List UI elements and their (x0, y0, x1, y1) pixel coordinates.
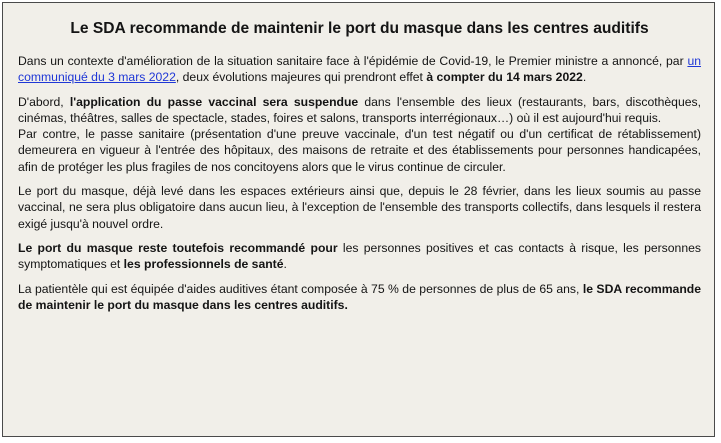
article-box (2, 2, 715, 437)
bold-passe-vaccinal: l'application du passe vaccinal sera suspendue (69, 94, 359, 109)
paragraph-patientele (18, 281, 701, 314)
bold-date: à compter du 14 mars 2022 (426, 70, 583, 85)
paragraph-passe-sanitaire: Par contre, le passe sanitaire (présentation d'une preuve vaccinale, d'un test négatif ou d'un certificat de rétablissement) demeurera en vigueur à l'entrée des hôpitaux, des maisons de retraite et des établissements pour personnes handicapées, afin de protéger les plus fragiles de nos concitoyens alors que le virus continue de circuler. (18, 127, 701, 174)
communique-link[interactable]: un communiqué du 3 mars 2022 (18, 54, 701, 85)
bold-conclusion: le SDA recommande de maintenir le port du masque dans les centres auditifs. (18, 281, 702, 312)
text-segment: dans l'ensemble des lieux (restaurants, bars, discothèques, cinémas, théâtres, salles de spectacle, stades, foires et salons, transports interrégionaux…) où il est aujourd'hui requis. (18, 94, 701, 125)
paragraph-passe-vaccinal (18, 94, 701, 127)
paragraph-announcement (18, 53, 701, 86)
text-segment: . (283, 257, 287, 272)
text-segment: La patientèle qui est équipée d'aides auditives étant composée à 75 % de personnes de plus de 65 ans, (18, 281, 583, 296)
article-title: Le SDA recommande de maintenir le port du masque dans les centres auditifs (70, 20, 649, 37)
text-segment: les personnes positives et cas contacts à risque, les personnes symptomatiques et (18, 240, 701, 272)
bold-recommandation: Le port du masque reste toutefois recommandé pour (18, 240, 338, 255)
bold-professionnels: les professionnels de santé (123, 257, 284, 272)
text-segment: . (582, 70, 587, 85)
paragraph-port-du-masque: Le port du masque, déjà levé dans les espaces extérieurs ainsi que, depuis le 28 février, dans les lieux soumis au passe vaccinal, ne sera plus obligatoire dans aucun lieu, à l'exception de l'ensemble des transports collectifs, dans lesquels il restera exigé jusqu'à nouvel ordre. (18, 184, 701, 231)
text-segment: D'abord, (18, 94, 70, 109)
text-segment: Dans un contexte d'amélioration de la situation sanitaire face à l'épidémie de Covid-19, le Premier ministre a annoncé, par (18, 54, 688, 68)
paragraph-recommandation (18, 240, 701, 273)
text-segment: , deux évolutions majeures qui prendront effet (175, 70, 427, 85)
